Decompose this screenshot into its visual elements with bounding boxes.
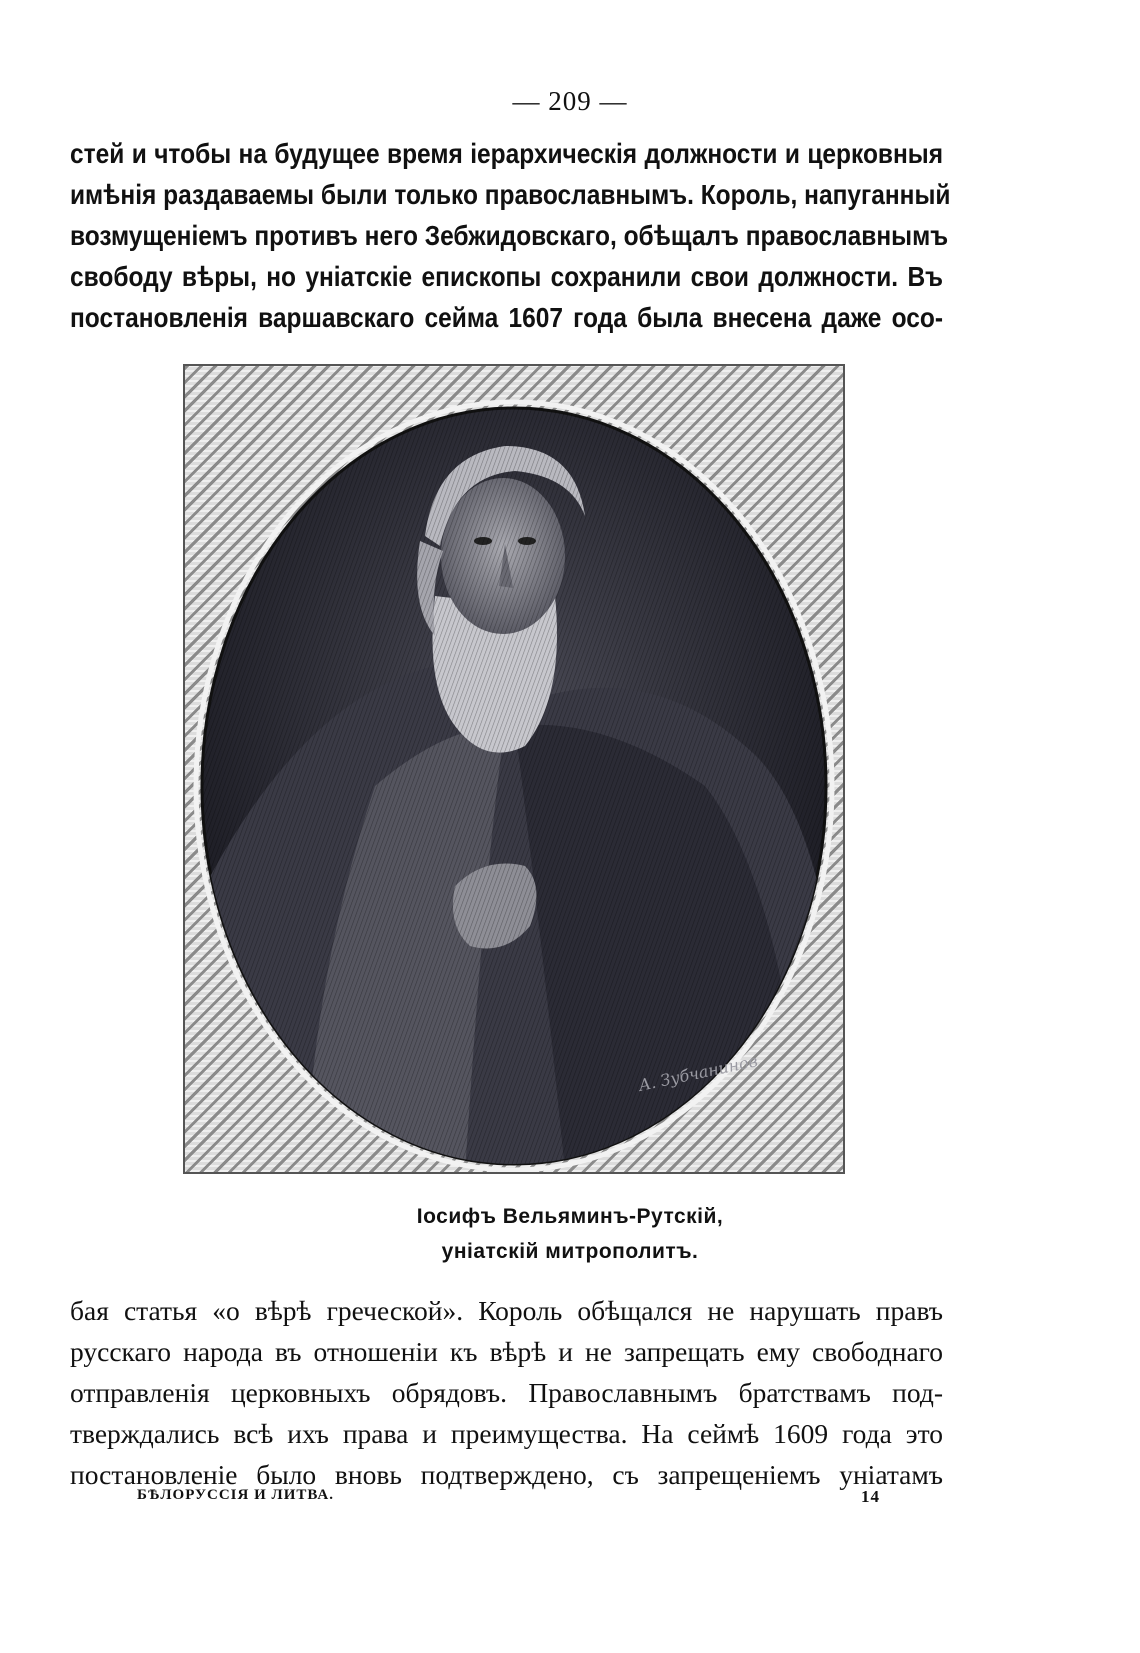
text-line: русскаго народа въ отношеніи къ вѣрѣ и не запрещать ему свободнаго <box>70 1336 943 1367</box>
text-line: имѣнія раздаваемы были только православнымъ. Король, напуганный <box>70 179 951 212</box>
portrait-engraving <box>183 364 845 1174</box>
text-line: возмущеніемъ противъ него Зебжидовскаго, обѣщалъ православнымъ <box>70 220 949 253</box>
text-line: стей и чтобы на будущее время іерархическія должности и церковныя <box>70 138 943 171</box>
text-line: свободу вѣры, но уніатскіе епископы сохранили свои должности. Въ <box>70 261 943 294</box>
text-line: тверждались всѣ ихъ права и преимущества. На сеймѣ 1609 года это <box>70 1418 943 1449</box>
page-number: — 209 — <box>512 86 628 116</box>
caption-name: Іосифъ Вельяминъ-Рутскій, <box>416 1205 724 1228</box>
artist-signature: А. Зубчанинов <box>636 1051 760 1095</box>
body-text-top <box>70 134 951 339</box>
caption-role: уніатскій митрополитъ. <box>441 1240 699 1263</box>
text-line: отправленія церковныхъ обрядовъ. Православнымъ братствамъ под- <box>70 1377 943 1408</box>
portrait-illustration <box>185 366 843 1172</box>
body-text-bottom <box>70 1290 943 1495</box>
sheet-signature-number: 14 <box>861 1487 880 1506</box>
running-footer-title: БѢЛОРУССІЯ И ЛИТВА. <box>137 1487 335 1503</box>
text-line: бая статья «о вѣрѣ греческой». Король обѣщался не нарушать правъ <box>70 1295 943 1326</box>
text-line: постановленіе было вновь подтверждено, съ запрещеніемъ уніатамъ <box>70 1459 943 1490</box>
text-line: постановленія варшавскаго сейма 1607 года была внесена даже осо- <box>70 302 943 335</box>
